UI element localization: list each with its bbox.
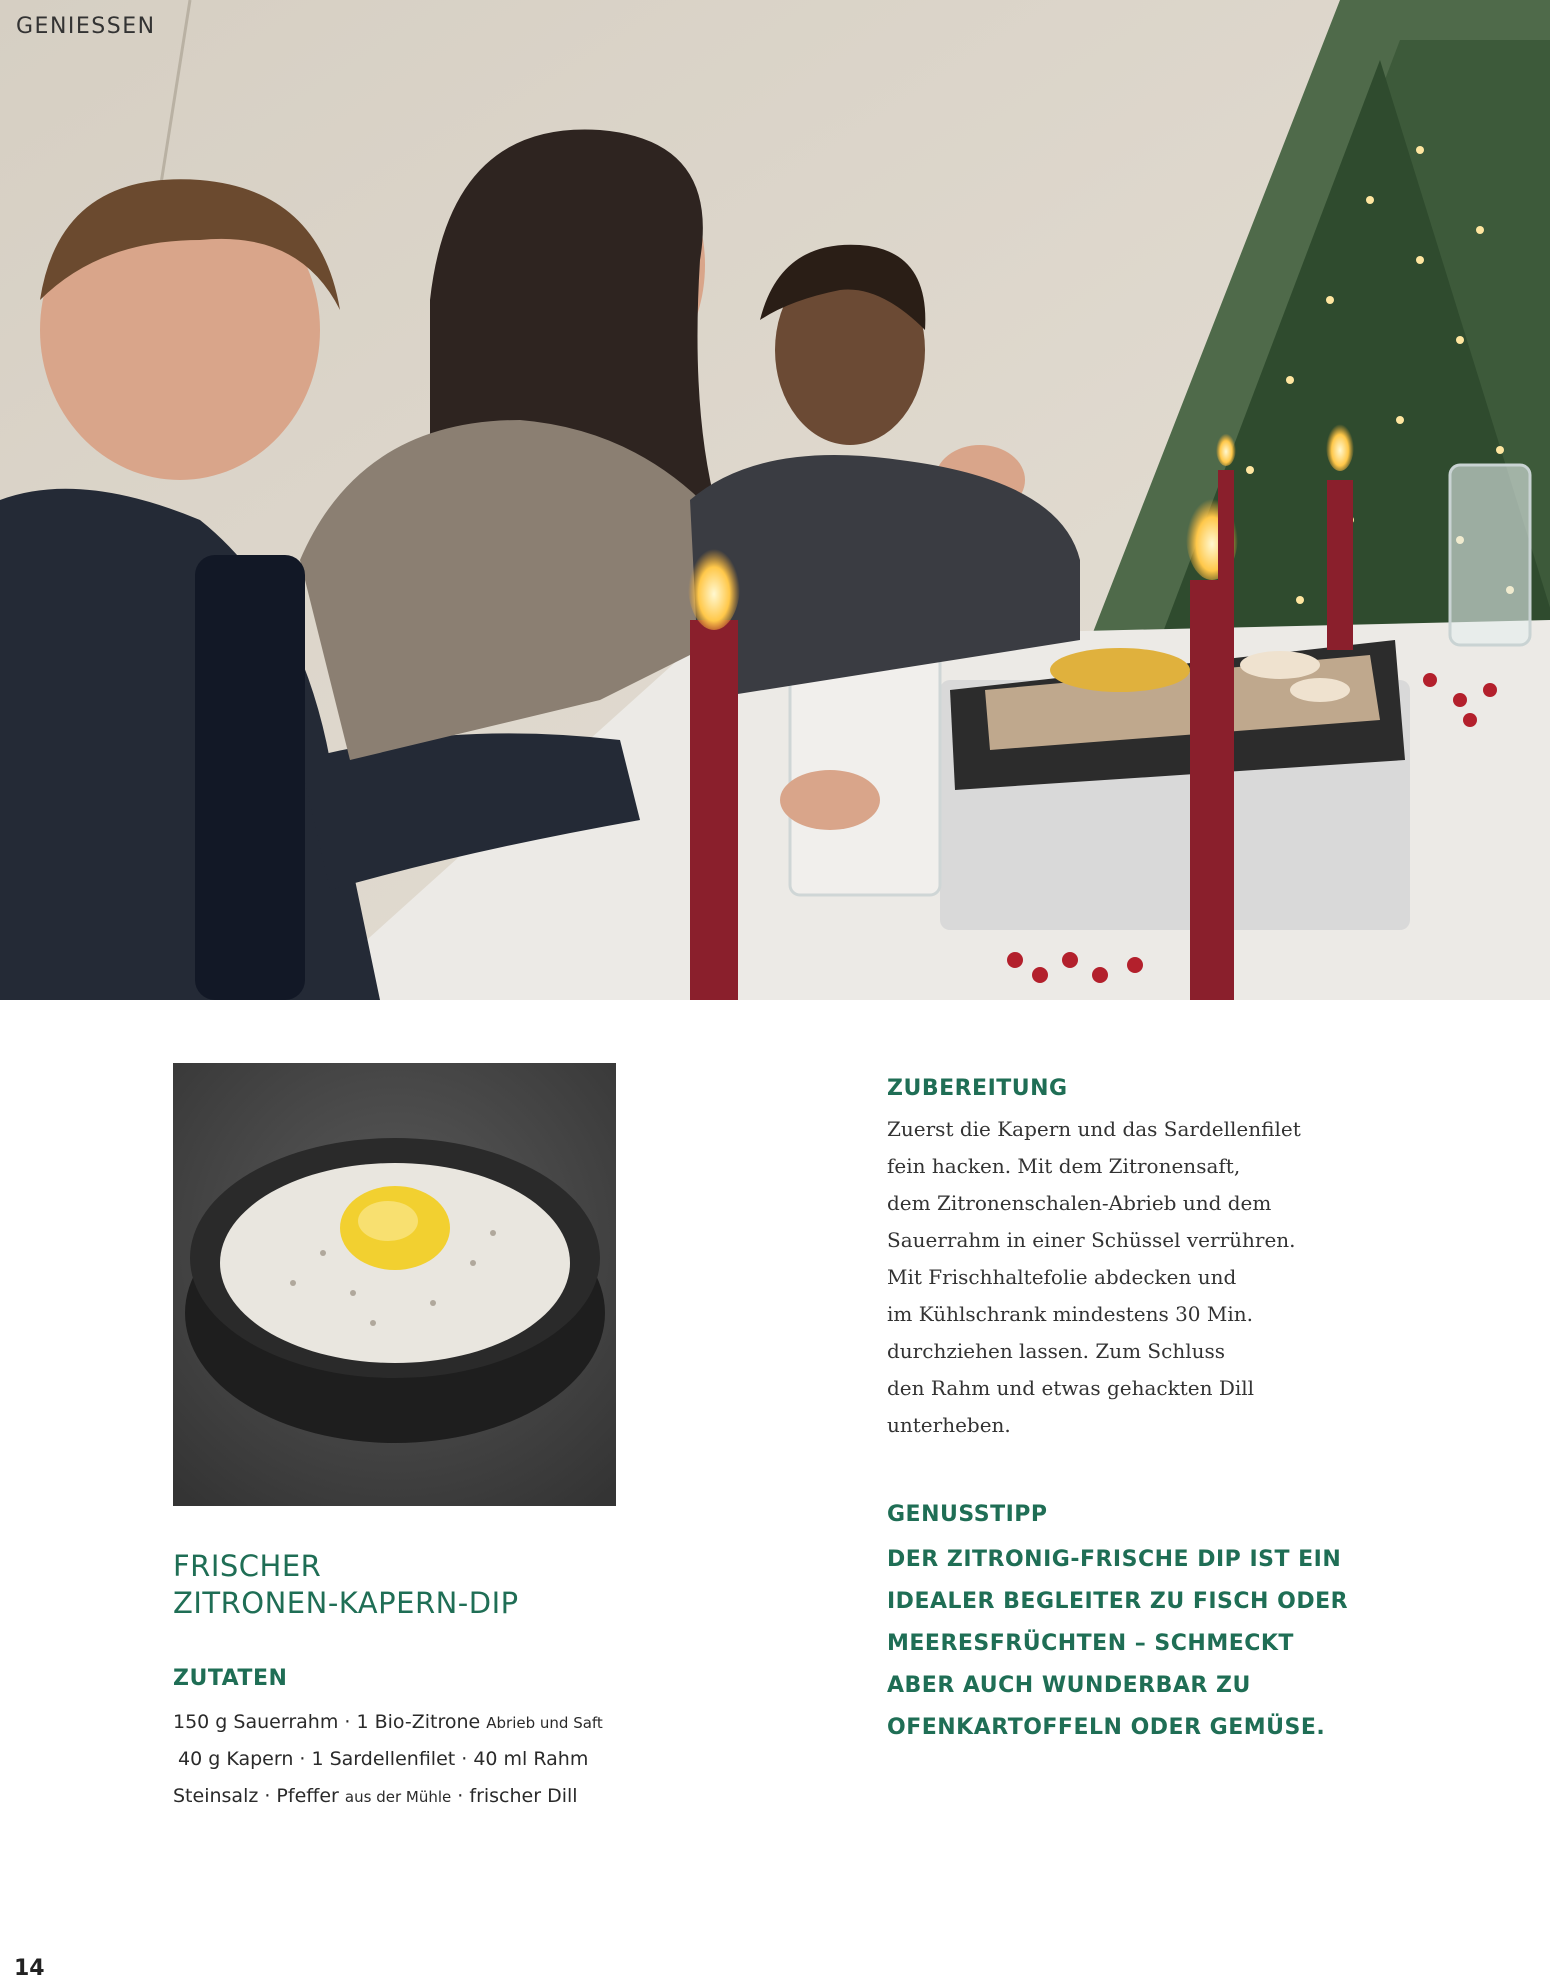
ingredient-line (173, 1778, 633, 1815)
preparation-heading: ZUBEREITUNG (887, 1076, 1068, 1101)
dip-photo (173, 1063, 616, 1506)
ingredient-note: Abrieb und Saft (486, 1714, 603, 1732)
bottle (195, 555, 305, 1000)
ingredients-heading: ZUTATEN (173, 1666, 288, 1691)
ingredient-note: aus der Mühle (344, 1788, 452, 1806)
tip-line: ABER AUCH WUNDERBAR ZU (887, 1673, 1251, 1698)
preparation-line: Mit Frischhaltefolie abdecken und (887, 1265, 1237, 1289)
tip-heading: GENUSSTIPP (887, 1502, 1048, 1527)
ingredient-line: 40 g Kapern · 1 Sardellenfilet · 40 ml Rahm (178, 1748, 589, 1770)
ingredient-text: · frischer Dill (457, 1785, 578, 1807)
recipe-title-line: FRISCHER (173, 1549, 322, 1583)
preparation-line: den Rahm und etwas gehackten Dill (887, 1376, 1255, 1400)
tip-line: OFENKARTOFFELN ODER GEMÜSE. (887, 1715, 1326, 1740)
recipe-title (173, 1548, 633, 1622)
ingredient-line (173, 1704, 633, 1741)
dip-illustration (173, 1063, 616, 1506)
candle (1190, 580, 1234, 1000)
ingredient-text: Steinsalz · Pfeffer (173, 1785, 339, 1807)
ingredients-list (173, 1704, 633, 1815)
section-label: GENIESSEN (16, 14, 156, 39)
tip-line: MEERESFRÜCHTEN – SCHMECKT (887, 1631, 1294, 1656)
recipe-title-line: ZITRONEN-KAPERN-DIP (173, 1586, 519, 1620)
preparation-text (887, 1111, 1357, 1444)
preparation-line: Sauerrahm in einer Schüssel verrühren. (887, 1228, 1296, 1252)
preparation-line: dem Zitronenschalen-Abrieb und dem (887, 1191, 1272, 1215)
preparation-line: durchziehen lassen. Zum Schluss (887, 1339, 1226, 1363)
preparation-line: unterheben. (887, 1413, 1011, 1437)
preparation-line: im Kühlschrank mindestens 30 Min. (887, 1302, 1254, 1326)
tip-text (887, 1539, 1407, 1749)
page-number: 14 (14, 1956, 45, 1981)
tip-line: IDEALER BEGLEITER ZU FISCH ODER (887, 1589, 1349, 1614)
ingredient-text: 150 g Sauerrahm · 1 Bio-Zitrone (173, 1711, 481, 1733)
preparation-line: Zuerst die Kapern und das Sardellenfilet (887, 1117, 1301, 1141)
candle (690, 620, 738, 1000)
tip-line: DER ZITRONIG-FRISCHE DIP IST EIN (887, 1547, 1342, 1572)
preparation-line: fein hacken. Mit dem Zitronensaft, (887, 1154, 1241, 1178)
